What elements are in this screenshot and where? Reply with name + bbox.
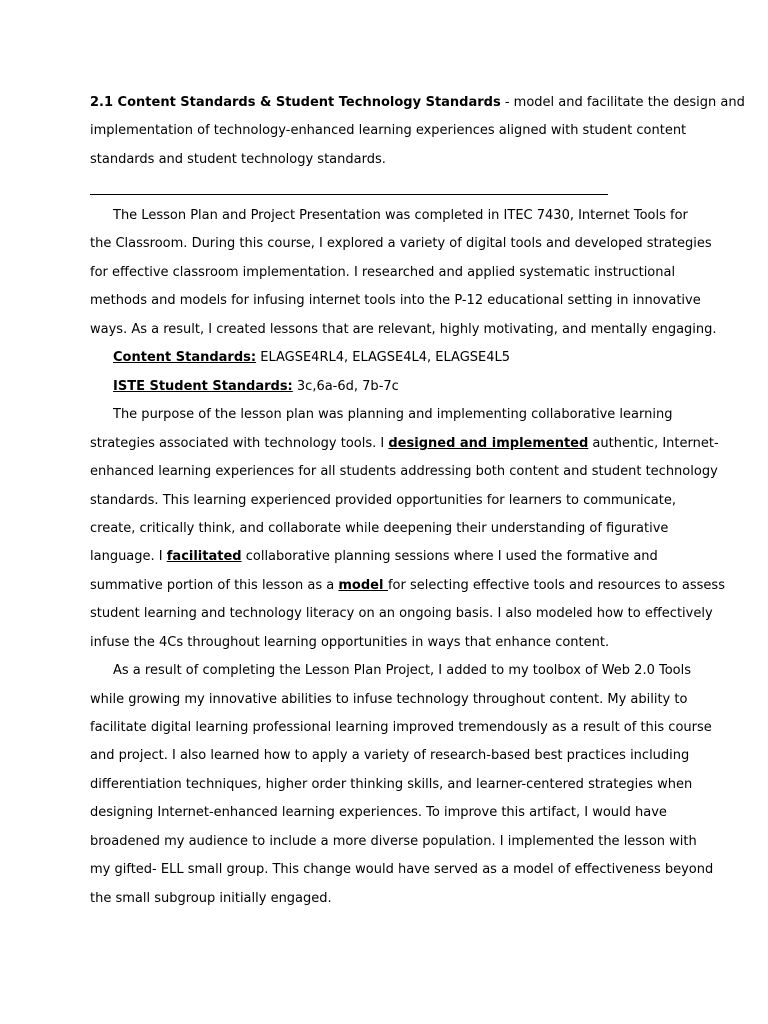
para3-line: facilitate digital learning professional learning improved tremendously as a result of this course <box>90 720 712 735</box>
para2-line: student learning and technology literacy on an ongoing basis. I also modeled how to effectively <box>90 606 713 621</box>
para2-text: collaborative planning sessions where I used the formative and <box>241 549 658 564</box>
para2-line: enhanced learning experiences for all students addressing both content and student technology <box>90 464 718 479</box>
content-standards-line <box>113 349 510 367</box>
heading-line-1-text: - model and facilitate the design and <box>500 95 745 110</box>
para1-line: The Lesson Plan and Project Presentation was completed in ITEC 7430, Internet Tools for <box>113 208 688 223</box>
para1-line: for effective classroom implementation. I researched and applied systematic instructional <box>90 265 676 280</box>
para3-line: broadened my audience to include a more diverse population. I implemented the lesson with <box>90 834 697 849</box>
content-standards-label: Content Standards: <box>113 350 257 365</box>
para2-text: language. I <box>90 549 167 564</box>
para3-line: my gifted- ELL small group. This change would have served as a model of effectiveness beyond <box>90 862 714 877</box>
iste-standards-line <box>113 378 399 396</box>
para2-line: create, critically think, and collaborate while deepening their understanding of figurative <box>90 521 669 536</box>
heading-line-2: implementation of technology-enhanced learning experiences aligned with student content <box>90 123 687 138</box>
iste-standards-label: ISTE Student Standards: <box>113 379 293 394</box>
para2-line <box>90 577 725 595</box>
para2-text: strategies associated with technology tools. I <box>90 436 389 451</box>
heading-line-1 <box>90 94 745 112</box>
heading-line-3: standards and student technology standards. <box>90 152 386 167</box>
para3-line: designing Internet-enhanced learning experiences. To improve this artifact, I would have <box>90 805 667 820</box>
emphasis-model: model <box>338 578 388 593</box>
horizontal-divider <box>90 194 608 195</box>
para3-line: the small subgroup initially engaged. <box>90 891 332 906</box>
para3-line: differentiation techniques, higher order thinking skills, and learner-centered strategies when <box>90 777 693 792</box>
para2-text: summative portion of this lesson as a <box>90 578 339 593</box>
para2-line: The purpose of the lesson plan was planning and implementing collaborative learning <box>113 407 673 422</box>
para3-line: As a result of completing the Lesson Plan Project, I added to my toolbox of Web 2.0 Tools <box>113 663 692 678</box>
emphasis-facilitated: facilitated <box>166 549 242 564</box>
para1-line: ways. As a result, I created lessons that are relevant, highly motivating, and mentally engaging. <box>90 322 717 337</box>
content-standards-value: ELAGSE4RL4, ELAGSE4L4, ELAGSE4L5 <box>256 350 511 365</box>
para2-text: for selecting effective tools and resources to assess <box>387 578 725 593</box>
para2-line: standards. This learning experienced provided opportunities for learners to communicate, <box>90 493 676 508</box>
para2-text: authentic, Internet- <box>588 436 719 451</box>
para2-line: infuse the 4Cs throughout learning opportunities in ways that enhance content. <box>90 635 610 650</box>
para3-line: while growing my innovative abilities to infuse technology throughout content. My ability to <box>90 692 688 707</box>
para3-line: and project. I also learned how to apply a variety of research-based best practices including <box>90 748 690 763</box>
para2-line <box>90 548 658 566</box>
heading-title: 2.1 Content Standards & Student Technology Standards <box>90 95 501 110</box>
iste-standards-value: 3c,6a-6d, 7b-7c <box>292 379 399 394</box>
para1-line: the Classroom. During this course, I explored a variety of digital tools and developed strategies <box>90 236 712 251</box>
para1-line: methods and models for infusing internet tools into the P-12 educational setting in innovative <box>90 293 701 308</box>
emphasis-designed-implemented: designed and implemented <box>388 436 589 451</box>
para2-line <box>90 435 719 453</box>
